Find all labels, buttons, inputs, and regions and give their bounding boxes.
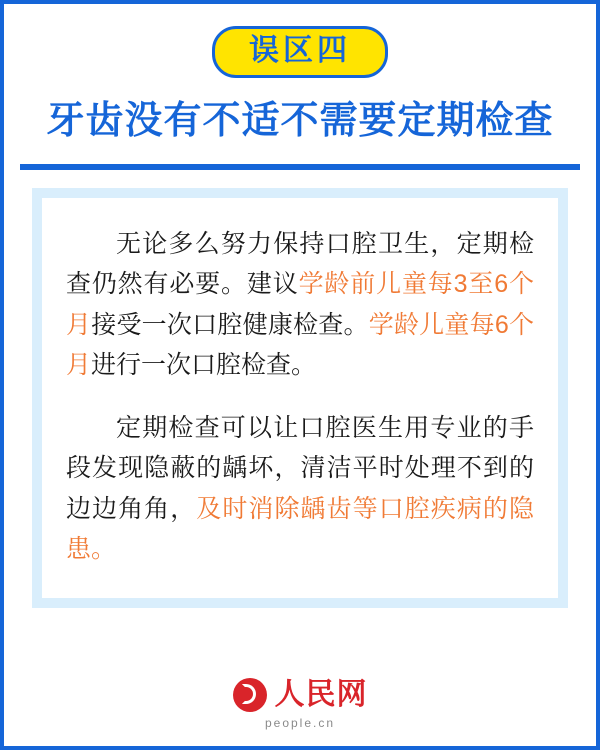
logo-name: 人民网 (274, 678, 368, 711)
paragraph-2-segment-2: 及时消除龋齿等口腔疾病的隐患。 (66, 494, 534, 564)
paragraph-1-segment-2: 学龄前儿童每3至6个月 (66, 270, 534, 339)
title-divider (20, 164, 580, 170)
page-title: 牙齿没有不适不需要定期检查 (46, 100, 554, 142)
logo-domain: people.cn (264, 716, 336, 730)
paragraph-1-segment-5: 进行一次口腔检查。 (91, 351, 317, 380)
content-card-inner (42, 198, 558, 598)
paragraph-2-segment-1: 定期检查可以让口腔医生用专业的手段发现隐蔽的龋坏，清洁平时处理不到的边边角角， (66, 413, 534, 523)
paragraph-1 (66, 224, 534, 386)
section-badge: 误区四 (212, 26, 388, 78)
content-card (32, 188, 568, 608)
logo-row (233, 678, 368, 712)
paragraph-2 (66, 408, 534, 570)
footer (4, 678, 596, 730)
badge-row (4, 26, 596, 78)
people-cn-logo-icon (233, 678, 267, 712)
paragraph-1-segment-1: 无论多么努力保持口腔卫生，定期检查仍然有必要。建议 (66, 229, 534, 299)
paragraph-1-segment-4: 学龄儿童每6个月 (66, 310, 534, 380)
paragraph-1-segment-3: 接受一次口腔健康检查。 (91, 310, 369, 339)
